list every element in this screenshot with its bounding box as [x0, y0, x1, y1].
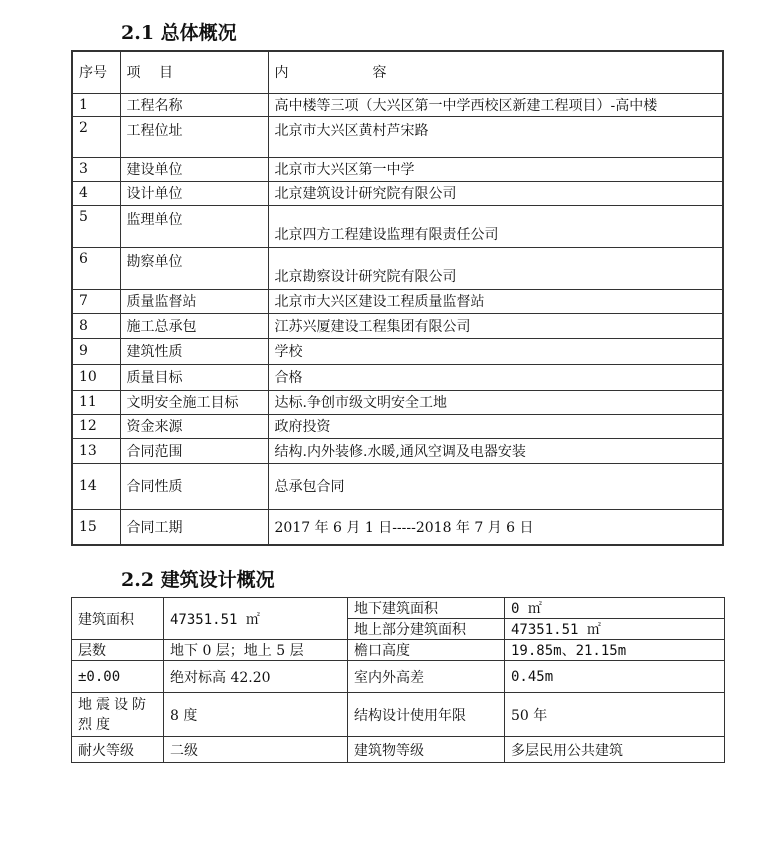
- row-content: 江苏兴厦建设工程集团有限公司: [268, 313, 723, 338]
- table-row: [72, 313, 723, 338]
- row-content: 2017 年 6 月 1 日-----2018 年 7 月 6 日: [268, 509, 723, 545]
- table-row: [72, 247, 723, 289]
- row-item: 施工总承包: [120, 313, 268, 338]
- row-item: 质量目标: [120, 364, 268, 390]
- row-no: 14: [72, 463, 120, 509]
- row-no: 3: [72, 157, 120, 181]
- table-row: [72, 438, 723, 463]
- row-content: 高中楼等三项（大兴区第一中学西校区新建工程项目）-高中楼: [268, 93, 723, 116]
- table-row: [72, 463, 723, 509]
- row-content: 北京建筑设计研究院有限公司: [268, 181, 723, 205]
- table-row: [72, 157, 723, 181]
- height-diff-label: 室内外高差: [348, 661, 505, 693]
- table-row: [72, 661, 725, 693]
- zero-label: ±0.00: [72, 661, 164, 693]
- row-content: 总承包合同: [268, 463, 723, 509]
- table-row: [72, 737, 725, 763]
- overview-table: [71, 50, 724, 546]
- row-item: 建设单位: [120, 157, 268, 181]
- building-class-value: 多层民用公共建筑: [505, 737, 725, 763]
- table-header-row: [72, 51, 723, 93]
- table-row: [72, 338, 723, 364]
- header-content: 内 容: [268, 51, 723, 93]
- row-item: 资金来源: [120, 414, 268, 438]
- zero-value: 绝对标高 42.20: [164, 661, 348, 693]
- underground-area-label: 地下建筑面积: [348, 598, 505, 619]
- service-life-value: 50 年: [505, 693, 725, 737]
- row-no: 7: [72, 289, 120, 313]
- architecture-table: [71, 597, 725, 763]
- row-item: 设计单位: [120, 181, 268, 205]
- table-row: [72, 289, 723, 313]
- row-item: 建筑性质: [120, 338, 268, 364]
- seismic-label: 地震设防烈度: [72, 693, 164, 737]
- row-no: 10: [72, 364, 120, 390]
- row-item: 文明安全施工目标: [120, 390, 268, 414]
- row-no: 5: [72, 205, 120, 247]
- row-content: 北京市大兴区第一中学: [268, 157, 723, 181]
- table-row: [72, 390, 723, 414]
- row-content: 北京市大兴区建设工程质量监督站: [268, 289, 723, 313]
- height-diff-value: 0.45m: [505, 661, 725, 693]
- table-row: [72, 414, 723, 438]
- fire-value: 二级: [164, 737, 348, 763]
- seismic-value: 8 度: [164, 693, 348, 737]
- table-row: [72, 205, 723, 247]
- row-item: 工程名称: [120, 93, 268, 116]
- table-row: [72, 509, 723, 545]
- header-no: 序号: [72, 51, 120, 93]
- row-item: 勘察单位: [120, 247, 268, 289]
- floors-value: 地下 0 层；地上 5 层: [164, 640, 348, 661]
- area-label: 建筑面积: [72, 598, 164, 640]
- building-class-label: 建筑物等级: [348, 737, 505, 763]
- row-item: 监理单位: [120, 205, 268, 247]
- header-item: 项 目: [120, 51, 268, 93]
- eave-value: 19.85m、21.15m: [505, 640, 725, 661]
- service-life-label: 结构设计使用年限: [348, 693, 505, 737]
- table-row: [72, 181, 723, 205]
- row-no: 11: [72, 390, 120, 414]
- table-row: [72, 93, 723, 116]
- section-title-overview: 2.1 总体概况: [121, 22, 237, 44]
- row-content: 结构.内外装修.水暖,通风空调及电器安装: [268, 438, 723, 463]
- row-no: 13: [72, 438, 120, 463]
- above-area-value: 47351.51 ㎡: [505, 619, 725, 640]
- row-no: 1: [72, 93, 120, 116]
- table-row: [72, 364, 723, 390]
- fire-label: 耐火等级: [72, 737, 164, 763]
- row-item: 工程位址: [120, 116, 268, 157]
- row-no: 4: [72, 181, 120, 205]
- row-no: 2: [72, 116, 120, 157]
- row-no: 8: [72, 313, 120, 338]
- table-row: [72, 640, 725, 661]
- row-no: 12: [72, 414, 120, 438]
- row-content: 合格: [268, 364, 723, 390]
- area-value: 47351.51 ㎡: [164, 598, 348, 640]
- row-item: 质量监督站: [120, 289, 268, 313]
- row-content: 北京市大兴区黄村芦宋路: [268, 116, 723, 157]
- row-content: 达标.争创市级文明安全工地: [268, 390, 723, 414]
- row-content: 学校: [268, 338, 723, 364]
- table-row: [72, 116, 723, 157]
- row-content: 北京勘察设计研究院有限公司: [268, 247, 723, 289]
- row-item: 合同性质: [120, 463, 268, 509]
- underground-area-value: 0 ㎡: [505, 598, 725, 619]
- table-row: [72, 693, 725, 737]
- row-no: 6: [72, 247, 120, 289]
- row-item: 合同工期: [120, 509, 268, 545]
- section-title-architecture: 2.2 建筑设计概况: [121, 569, 275, 591]
- above-area-label: 地上部分建筑面积: [348, 619, 505, 640]
- row-content: 北京四方工程建设监理有限责任公司: [268, 205, 723, 247]
- table-row: [72, 598, 725, 619]
- row-content: 政府投资: [268, 414, 723, 438]
- eave-label: 檐口高度: [348, 640, 505, 661]
- row-no: 9: [72, 338, 120, 364]
- row-item: 合同范围: [120, 438, 268, 463]
- row-no: 15: [72, 509, 120, 545]
- floors-label: 层数: [72, 640, 164, 661]
